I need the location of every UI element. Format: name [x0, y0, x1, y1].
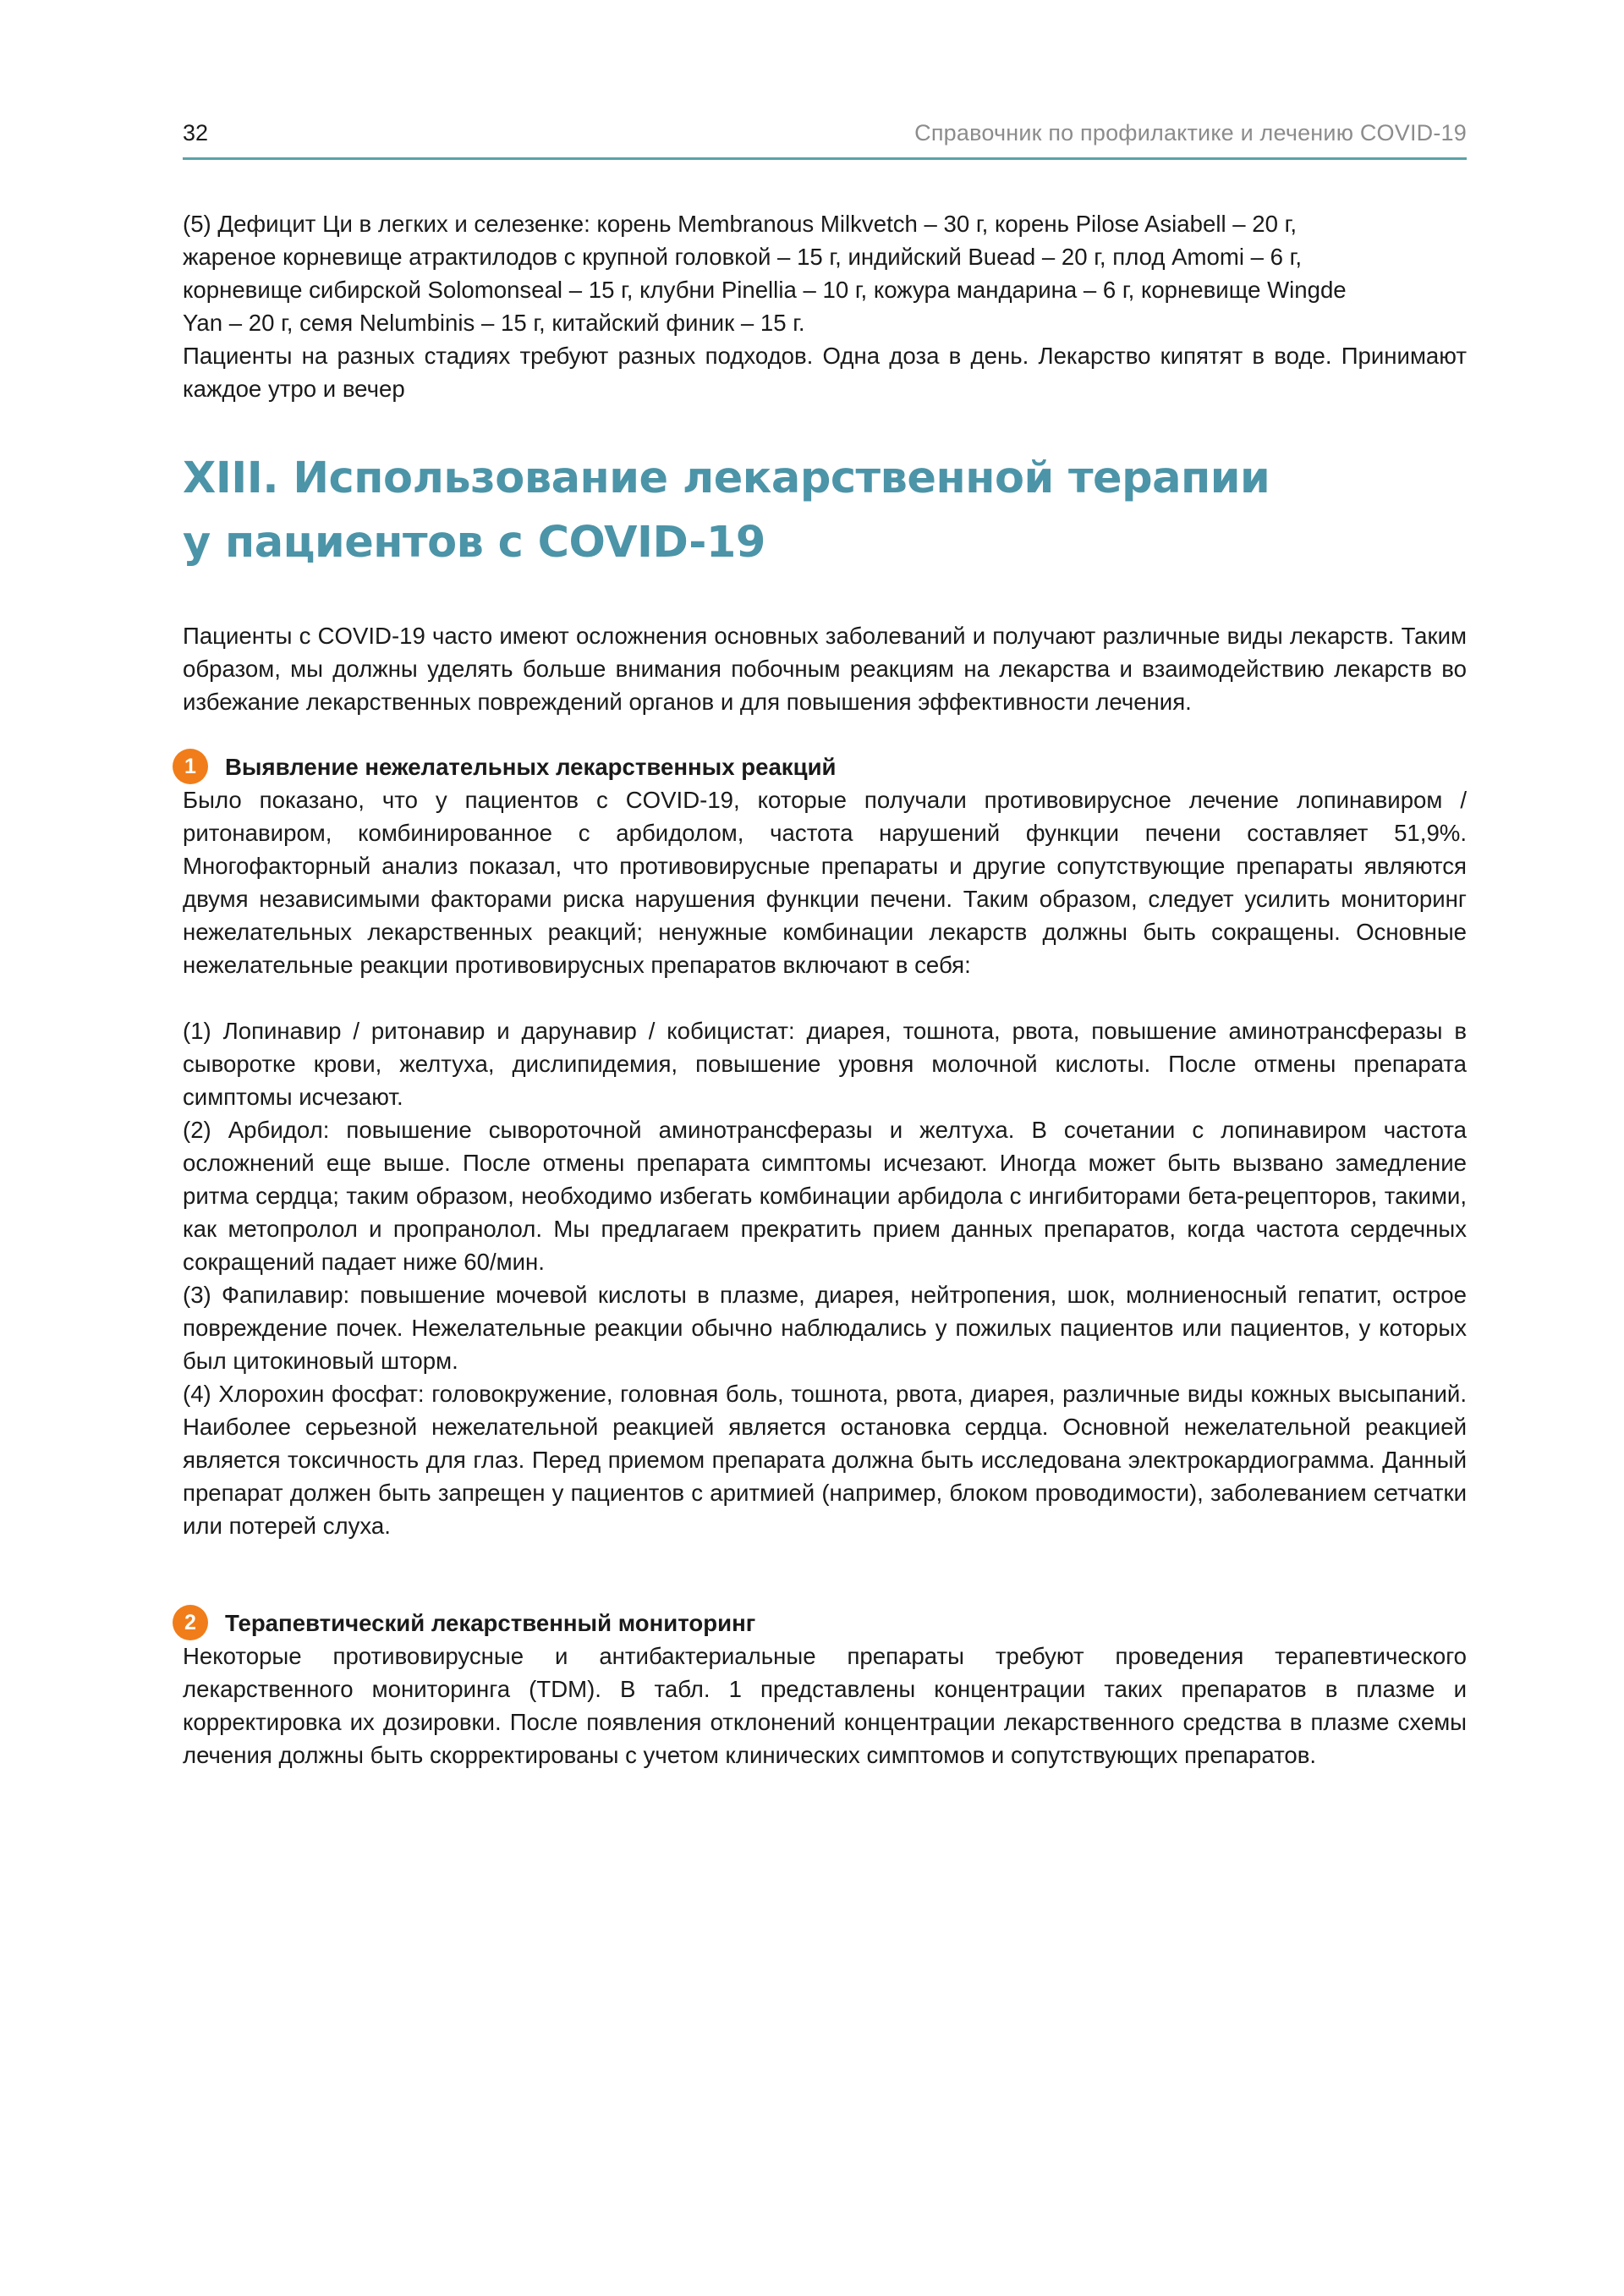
- section-title-line: у пациентов с COVID-19: [183, 518, 765, 568]
- section-title-line: XIII. Использование лекарственной терапии: [183, 453, 1270, 503]
- subsection-1-paragraph: Было показано, что у пациентов с COVID-19, которые получали противовирусное лечение лопинавиром / ритонавиром, комбинированное с арбидолом, частота нарушений функции печени составляет 51,9%. Многофакторный анализ показал, что противовирусные препараты и другие сопутствующие препараты являются двумя независимыми факторами риска нарушения функции печени. Таким образом, следует усилить мониторинг нежелательных лекарственных реакций; ненужные комбинации лекарств должны быть сокращены. Основные нежелательные реакции противовирусных препаратов включают в себя:: [183, 787, 1467, 978]
- section-heading: [183, 447, 1467, 575]
- subsection-title: Выявление нежелательных лекарственных реакций: [225, 753, 837, 780]
- item5-line: жареное корневище атрактилодов с крупной головкой – 15 г, индийский Buead – 20 г, плод Amomi – 6 г,: [183, 244, 1303, 270]
- header-rule: [183, 157, 1467, 160]
- page-number: 32: [183, 120, 209, 146]
- item5-line: корневище сибирской Solomonseal – 15 г, клубни Pinellia – 10 г, кожура мандарина – 6 г, корневище Wingde: [183, 277, 1347, 303]
- subsection-title: Терапевтический лекарственный мониторинг: [225, 1609, 756, 1636]
- adverse-reaction-item: (4) Хлорохин фосфат: головокружение, головная боль, тошнота, рвота, диарея, различные виды кожных высыпаний. Наиболее серьезной нежелательной реакцией является остановка сердца. Основной нежелательной реакцией является токсичность для глаз. Перед приемом препарата должна быть исследована электрокардиограмма. Данный препарат должен быть запрещен у пациентов с аритмией (например, блоком проводимости), заболеванием сетчатки или потерей слуха.: [183, 1381, 1467, 1539]
- subsection-1-heading: [183, 750, 1467, 783]
- page-content: [183, 207, 1467, 1771]
- herbal-formula-item-5: [183, 207, 1467, 339]
- number-badge: 1: [173, 749, 208, 784]
- adverse-reaction-item: (1) Лопинавир / ритонавир и дарунавир / кобицистат: диарея, тошнота, рвота, повышение аминотрансферазы в сыворотке крови, желтуха, дислипидемия, повышение уровня молочной кислоты. После отмены препарата симптомы исчезают.: [183, 1018, 1467, 1110]
- dosage-note: Пациенты на разных стадиях требуют разных подходов. Одна доза в день. Лекарство кипятят в воде. Принимают каждое утро и вечер: [183, 343, 1467, 402]
- number-badge: 2: [173, 1605, 208, 1640]
- subsection-2-heading: [183, 1606, 1467, 1640]
- adverse-reaction-item: (2) Арбидол: повышение сывороточной аминотрансферазы и желтуха. В сочетании с лопинавиром частота осложнений еще выше. После отмены препарата симптомы исчезают. Иногда может быть вызвано замедление ритма сердца; таким образом, необходимо избегать комбинации арбидола с ингибиторами бета-рецепторов, такими, как метопролол и пропранолол. Мы предлагаем прекратить прием данных препаратов, когда частота сердечных сокращений падает ниже 60/мин.: [183, 1117, 1467, 1275]
- item5-line: (5) Дефицит Ци в легких и селезенке: корень Membranous Milkvetch – 30 г, корень Pilose Asiabell – 20 г,: [183, 211, 1297, 237]
- adverse-reaction-item: (3) Фапилавир: повышение мочевой кислоты в плазме, диарея, нейтропения, шок, молниеносный гепатит, острое повреждение почек. Нежелательные реакции обычно наблюдались у пожилых пациентов или пациентов, у которых был цитокиновый шторм.: [183, 1282, 1467, 1374]
- running-title: Справочник по профилактике и лечению COVID-19: [914, 120, 1467, 146]
- section-intro-paragraph: Пациенты с COVID-19 часто имеют осложнения основных заболеваний и получают различные виды лекарств. Таким образом, мы должны уделять больше внимания побочным реакциям на лекарства и взаимодействию лекарств во избежание лекарственных повреждений органов и для повышения эффективности лечения.: [183, 623, 1467, 715]
- page-header: [183, 118, 1467, 161]
- subsection-2-paragraph: Некоторые противовирусные и антибактериальные препараты требуют проведения терапевтического лекарственного мониторинга (TDM). В табл. 1 представлены концентрации таких препаратов в плазме и корректировка их дозировки. После появления отклонений концентрации лекарственного средства в плазме схемы лечения должны быть скорректированы с учетом клинических симптомов и сопутствующих препаратов.: [183, 1643, 1467, 1768]
- item5-line: Yan – 20 г, семя Nelumbinis – 15 г, китайский финик – 15 г.: [183, 310, 805, 336]
